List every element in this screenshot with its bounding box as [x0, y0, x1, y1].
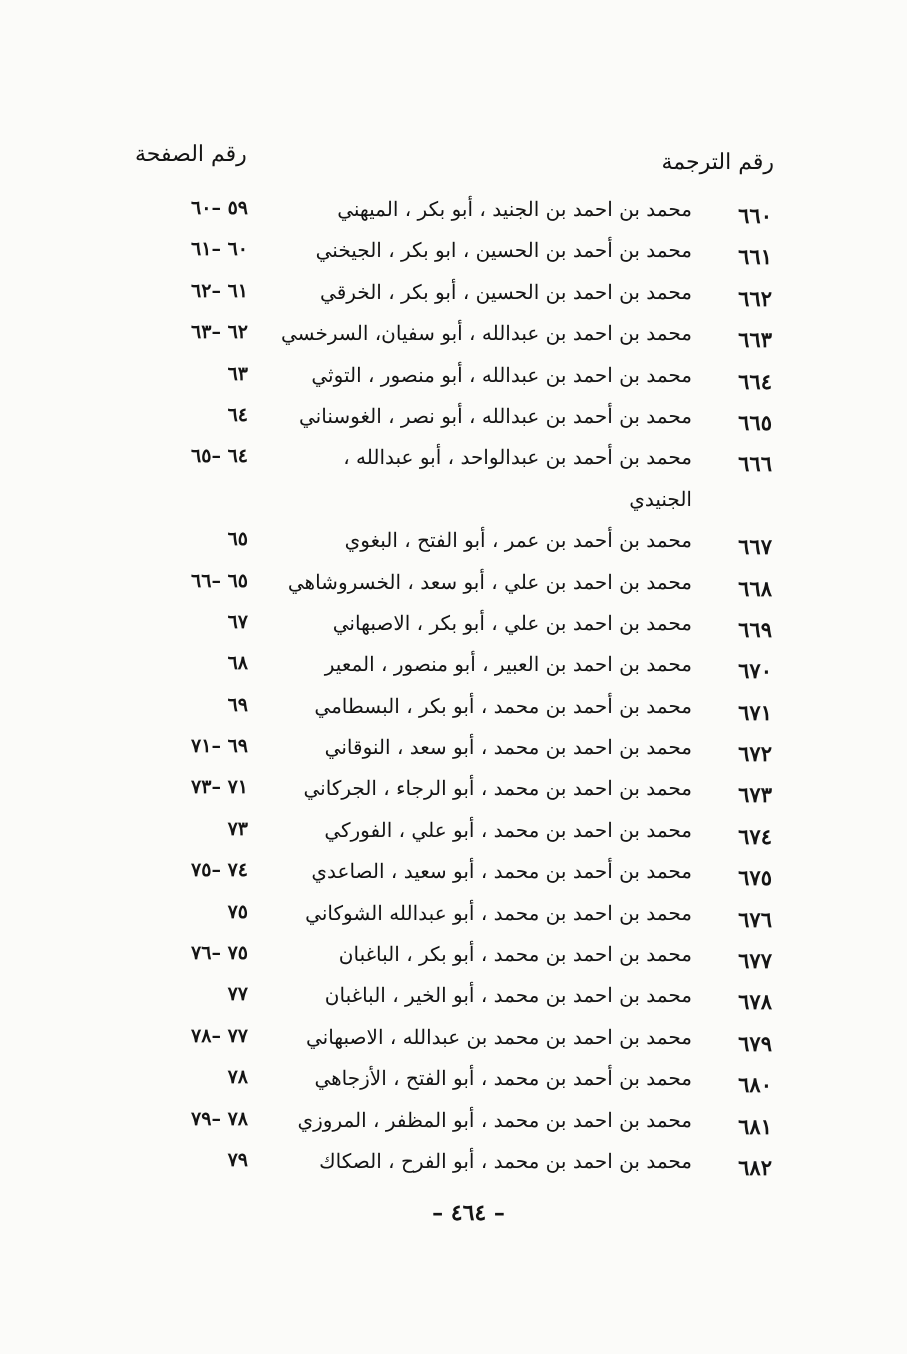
entry-row	[0, 981, 907, 1022]
entry-row	[0, 361, 907, 402]
entry-row	[0, 402, 907, 443]
entry-row	[0, 940, 907, 981]
entry-name: محمد بن احمد بن محمد ، أبو بكر ، الباغبان	[338, 942, 692, 967]
entry-pages: ٦٥ –٦٦	[191, 569, 248, 592]
entry-pages: ٦٩	[227, 693, 248, 716]
entry-pages: ٦٠ –٦١	[191, 238, 248, 261]
entry-pages: ٧٤ –٧٥	[191, 859, 248, 882]
entry-row	[0, 1147, 907, 1188]
entry-number: ٦٨٢	[738, 1154, 772, 1180]
entry-number: ٦٦٣	[738, 327, 772, 353]
entry-name: محمد بن احمد بن عبدالله ، أبو سفيان، السرخسي	[280, 321, 692, 346]
entry-number: ٦٧٤	[738, 823, 772, 849]
entry-number: ٦٧٢	[738, 741, 772, 767]
entry-pages: ٦٨	[227, 652, 248, 675]
entry-name: محمد بن احمد بن محمد بن عبدالله ، الاصبهاني	[305, 1024, 692, 1049]
entry-name: محمد بن أحمد بن عبدالواحد ، أبو عبدالله ،	[343, 445, 692, 470]
page-footer-number: – ٤٦٤ –	[432, 1200, 505, 1226]
entry-pages: ٦٢ –٦٣	[191, 321, 248, 344]
entry-pages: ٧٥	[227, 900, 248, 923]
entry-number: ٦٨١	[738, 1113, 772, 1139]
entry-name: الجنيدي	[629, 486, 692, 511]
entry-pages: ٥٩ –٦٠	[191, 197, 248, 219]
entry-number: ٦٨٠	[738, 1072, 772, 1098]
entry-pages: ٧١ –٧٣	[191, 776, 248, 799]
entry-row	[0, 485, 907, 526]
entry-name: محمد بن أحمد بن محمد ، أبو الفتح ، الأزجاهي	[314, 1066, 692, 1091]
entry-number: ٦٦٠	[738, 203, 772, 228]
page-number-header: رقم الصفحة	[135, 142, 247, 167]
entry-pages: ٧٩	[227, 1148, 248, 1171]
entry-row	[0, 650, 907, 691]
entry-row	[0, 443, 907, 484]
entry-pages: ٦١ –٦٢	[191, 279, 248, 302]
entry-name: محمد بن احمد بن محمد ، أبو الخير ، الباغبان	[324, 983, 692, 1008]
entry-pages: ٦٩ –٧١	[191, 735, 248, 758]
entry-pages: ٧٨ –٧٩	[191, 1107, 248, 1130]
entry-row	[0, 733, 907, 774]
entry-row	[0, 692, 907, 733]
entry-row	[0, 319, 907, 360]
entry-number: ٦٧٣	[738, 782, 772, 808]
entry-name: محمد بن احمد بن محمد ، أبو المظفر ، المروزي	[297, 1107, 692, 1132]
entry-number: ٦٦٩	[738, 616, 772, 642]
entry-row	[0, 278, 907, 319]
entry-number: ٦٧٧	[738, 948, 772, 974]
entry-pages: ٧٧ –٧٨	[191, 1024, 248, 1047]
entry-name: محمد بن احمد بن الحسين ، أبو بكر ، الخرقي	[320, 279, 692, 304]
entry-row	[0, 1023, 907, 1064]
entry-number: ٦٧١	[738, 699, 772, 725]
entry-row	[0, 899, 907, 940]
entry-number: ٦٧٠	[738, 658, 772, 684]
entry-number: ٦٧٩	[738, 1030, 772, 1056]
entry-name: محمد بن أحمد بن محمد ، أبو سعيد ، الصاعدي	[311, 859, 692, 884]
entry-row	[0, 816, 907, 857]
entry-row	[0, 195, 907, 236]
entry-name: محمد بن أحمد بن الحسين ، ابو بكر ، الجيخني	[315, 238, 692, 263]
entry-row	[0, 568, 907, 609]
entry-name: محمد بن احمد بن العبير ، أبو منصور ، المعير	[324, 652, 692, 677]
entry-pages: ٧٥ –٧٦	[191, 942, 248, 965]
entry-row	[0, 236, 907, 277]
entry-number: ٦٦٢	[738, 285, 772, 311]
entry-number-header: رقم الترجمة	[661, 150, 774, 175]
entry-number: ٦٦٥	[738, 409, 772, 435]
entry-row	[0, 857, 907, 898]
entry-name: محمد بن احمد بن محمد ، أبو الفرح ، الصكاك	[319, 1148, 692, 1173]
entry-name: محمد بن احمد بن عبدالله ، أبو منصور ، التوثي	[311, 362, 692, 387]
entry-name: محمد بن احمد بن محمد ، أبو عبدالله الشوكاني	[305, 900, 692, 925]
entry-name: محمد بن احمد بن محمد ، أبو الرجاء ، الجركاني	[303, 776, 692, 801]
entry-number: ٦٧٥	[738, 865, 772, 891]
entry-name: محمد بن أحمد بن عمر ، أبو الفتح ، البغوي	[344, 528, 692, 553]
entry-pages: ٦٣	[227, 362, 248, 385]
entry-name: محمد بن احمد بن علي ، أبو سعد ، الخسروشاهي	[287, 569, 692, 594]
entry-name: محمد بن احمد بن علي ، أبو بكر ، الاصبهاني	[332, 610, 692, 635]
entry-name: محمد بن احمد بن الجنيد ، أبو بكر ، الميهني	[337, 197, 692, 221]
entry-number: ٦٦٧	[738, 534, 772, 560]
entry-pages: ٧٣	[227, 817, 248, 840]
entry-number: ٦٦٦	[738, 451, 772, 477]
entry-name: محمد بن احمد بن محمد ، أبو سعد ، النوقاني	[324, 735, 692, 760]
entry-number: ٦٧٨	[738, 989, 772, 1015]
entry-number: ٦٦١	[738, 244, 772, 270]
entry-name: محمد بن أحمد بن عبدالله ، أبو نصر ، الغوسناني	[299, 403, 692, 428]
entry-row	[0, 774, 907, 815]
entry-pages: ٦٤	[227, 403, 248, 426]
entry-pages: ٧٨	[227, 1066, 248, 1089]
entry-number: ٦٧٦	[738, 906, 772, 932]
entry-name: محمد بن احمد بن محمد ، أبو علي ، الفوركي	[324, 817, 692, 842]
entry-pages: ٦٤ –٦٥	[191, 445, 248, 468]
entry-list	[0, 195, 907, 1188]
entry-pages: ٦٧	[227, 610, 248, 633]
entry-row	[0, 1106, 907, 1147]
entry-name: محمد بن أحمد بن محمد ، أبو بكر ، البسطامي	[314, 693, 692, 718]
entry-number: ٦٦٤	[738, 368, 772, 394]
entry-number: ٦٦٨	[738, 575, 772, 601]
entry-row	[0, 526, 907, 567]
entry-row	[0, 1064, 907, 1105]
entry-pages: ٦٥	[227, 528, 248, 551]
entry-pages: ٧٧	[227, 983, 248, 1006]
entry-row	[0, 609, 907, 650]
